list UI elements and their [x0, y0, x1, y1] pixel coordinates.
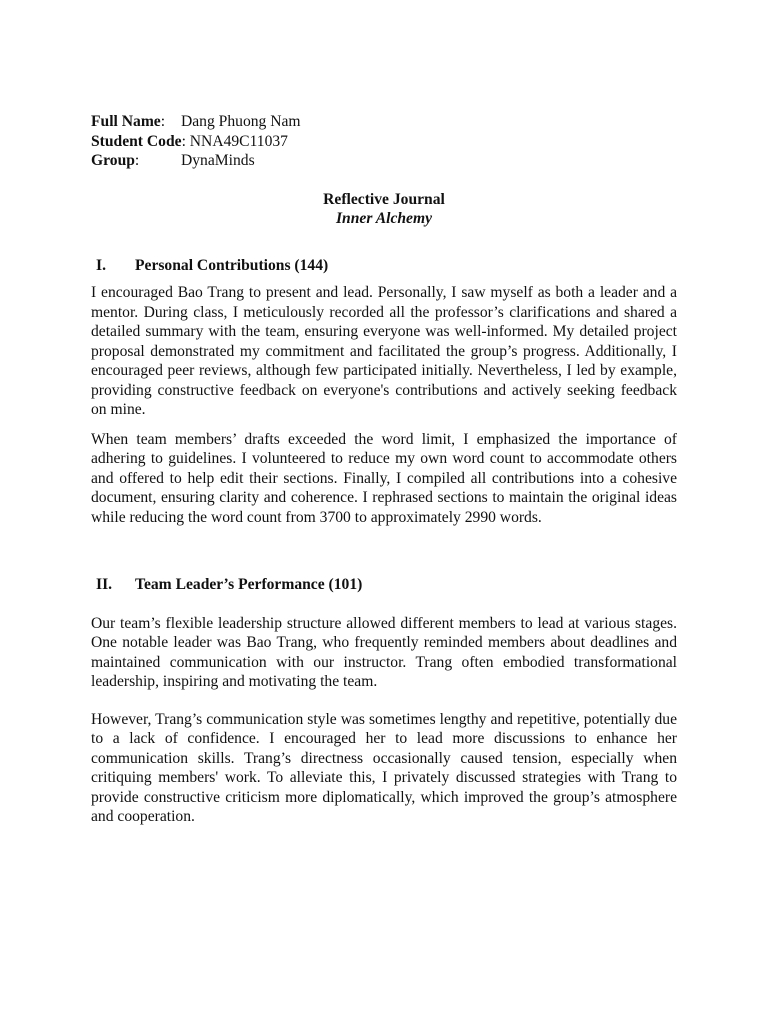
- group-label: Group: [91, 152, 135, 169]
- title-block: [91, 190, 677, 229]
- section-2-paragraph-1: Our team’s flexible leadership structure allowed different members to lead at various stages. One notable leader was Bao Trang, who frequently reminded members about deadlines and maintained communication with our instructor. Trang often embodied transformational leadership, inspiring and motivating the team.: [91, 614, 677, 690]
- section-1-paragraph-1: I encouraged Bao Trang to present and lead. Personally, I saw myself as both a leader and a mentor. During class, I meticulously recorded all the professor’s clarifications and shared a detailed summary with the team, ensuring everyone was well-informed. My detailed project proposal demonstrated my commitment and facilitated the group’s progress. Additionally, I encouraged peer reviews, although few participated initially. Nevertheless, I led by example, providing constructive feedback on everyone's contributions and actively seeking feedback on mine.: [91, 284, 677, 418]
- student-code-value: NNA49C11037: [189, 132, 288, 150]
- section-1-paragraph-2: When team members’ drafts exceeded the word limit, I emphasized the importance of adhering to guidelines. I volunteered to reduce my own word count to accommodate others and offered to help edit their sections. Finally, I compiled all contributions into a cohesive document, ensuring clarity and coherence. I rephrased sections to maintain the original ideas while reducing the word count from 3700 to approximately 2990 words.: [91, 430, 677, 526]
- full-name-label: Full Name: [91, 113, 161, 130]
- student-code-line: Student Code: NNA49C11037: [91, 132, 288, 150]
- full-name-value: Dang Phuong Nam: [181, 113, 301, 130]
- group-value: DynaMinds: [181, 152, 255, 169]
- section-heading-1: [91, 256, 677, 276]
- section-number-2: II.: [96, 576, 113, 593]
- section-number-1: I.: [96, 256, 106, 274]
- section-title-1: Personal Contributions (144): [135, 256, 329, 274]
- section-2-paragraph-2: However, Trang’s communication style was sometimes lengthy and repetitive, potentially due to a lack of confidence. I encouraged her to lead more discussions to enhance her communication skills. Trang’s directness occasionally caused tension, especially when critiquing members' work. To alleviate this, I privately discussed strategies with Trang to provide constructive criticism more diplomatically, which improved the group’s atmosphere and cooperation.: [91, 710, 677, 825]
- group-line: Group: DynaMinds: [91, 152, 255, 169]
- journal-subtitle: Inner Alchemy: [335, 210, 433, 227]
- document-page: [91, 112, 677, 827]
- section-heading-2: [91, 575, 677, 595]
- full-name-line: Full Name: Dang Phuong Nam: [91, 113, 301, 130]
- student-code-label: Student Code: [91, 132, 182, 150]
- section-title-2: Team Leader’s Performance (101): [135, 576, 363, 593]
- journal-title: Reflective Journal: [323, 190, 445, 208]
